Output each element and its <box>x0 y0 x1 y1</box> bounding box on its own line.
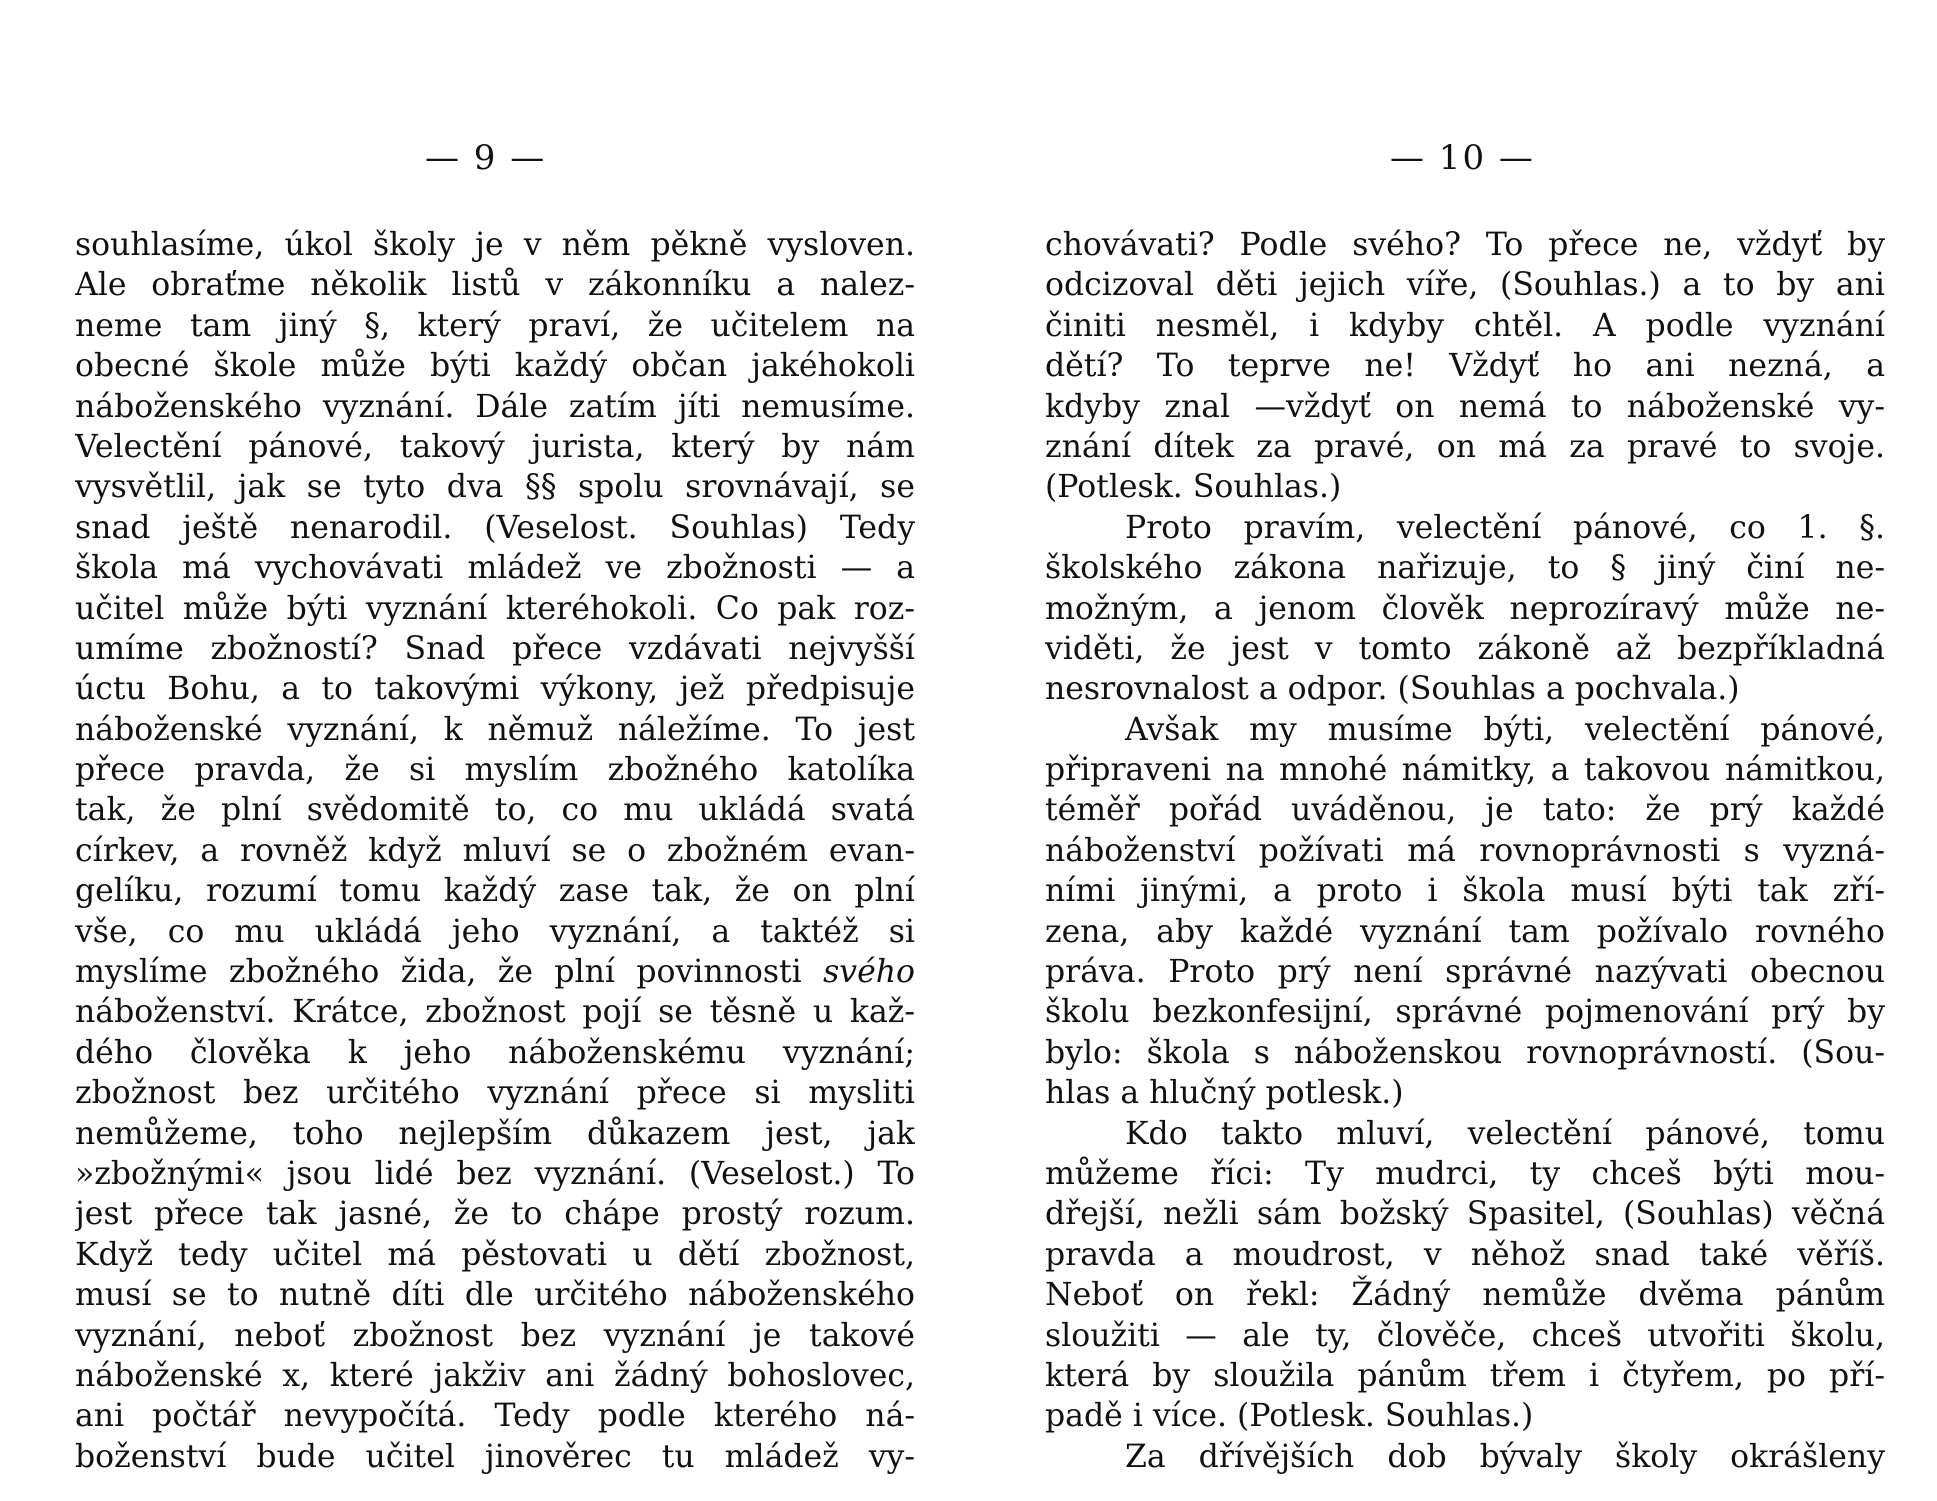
line-text: gelíku, rozumí tomu každý zase tak, že on plní <box>75 873 915 910</box>
text-line <box>75 1275 915 1315</box>
line-text: obecné škole může býti každý občan jakéhokoli <box>75 348 915 385</box>
text-line <box>75 831 915 871</box>
text-line <box>75 669 915 709</box>
line-text: chovávati? Podle svého? To přece ne, vždyť by <box>1045 227 1885 263</box>
text-line <box>1045 548 1885 588</box>
line-text: Avšak my musíme býti, velectění pánové, <box>1125 711 1885 748</box>
text-line <box>75 387 915 427</box>
line-text: zbožnost bez určitého vyznání přece si mysliti <box>75 1075 915 1112</box>
line-text: padě i více. (Potlesk. Souhlas.) <box>1045 1398 1534 1435</box>
line-text: bylo: škola s náboženskou rovnoprávností. (Sou- <box>1045 1034 1885 1071</box>
right-text-block <box>1045 225 1885 1477</box>
text-line <box>1045 1396 1885 1436</box>
text-line <box>1045 831 1885 871</box>
text-line <box>75 790 915 830</box>
line-text: Proto pravím, velectění pánové, co 1. §. <box>1125 509 1885 546</box>
line-text: náboženství požívati má rovnoprávnosti s vyzná- <box>1045 832 1885 869</box>
line-text: musí se to nutně díti dle určitého náboženského <box>75 1277 915 1314</box>
text-line <box>75 225 915 265</box>
text-line <box>1045 992 1885 1032</box>
line-text: znání dítek za pravé, on má za pravé to svoje. <box>1045 428 1885 465</box>
text-line <box>1045 790 1885 830</box>
page-number: — 10 — <box>1390 138 1535 178</box>
text-line <box>75 1437 915 1477</box>
line-text: ani počtář nevypočítá. Tedy podle kterého ná- <box>75 1398 915 1435</box>
text-line <box>1045 952 1885 992</box>
text-line <box>75 427 915 467</box>
text-line <box>75 346 915 386</box>
text-line <box>1045 750 1885 790</box>
text-line <box>75 589 915 629</box>
text-line <box>1045 265 1885 305</box>
text-line <box>1045 1316 1885 1356</box>
line-text: práva. Proto prý není správné nazývati obecnou <box>1045 954 1885 991</box>
line-text: vše, co mu ukládá jeho vyznání, a taktéž si <box>75 913 915 950</box>
line-text: náboženského vyznání. Dále zatím jíti nemusíme. <box>75 388 915 425</box>
text-line <box>75 1114 915 1154</box>
line-text: boženství bude učitel jinověrec tu mládež vy- <box>75 1438 915 1475</box>
text-line <box>1045 467 1885 507</box>
text-line <box>1045 629 1885 669</box>
line-text: činiti nesměl, i kdyby chtěl. A podle vyznání <box>1045 307 1885 344</box>
line-text: můžeme říci: Ty mudrci, ty chceš býti mou- <box>1045 1155 1885 1192</box>
text-line <box>75 1235 915 1275</box>
line-text: Když tedy učitel má pěstovati u dětí zbožnost, <box>75 1236 915 1273</box>
text-line <box>1045 1194 1885 1234</box>
line-text: církev, a rovněž když mluví se o zbožném evan- <box>75 832 915 869</box>
line-text: Neboť on řekl: Žádný nemůže dvěma pánům <box>1045 1277 1885 1314</box>
text-line <box>1045 1154 1885 1194</box>
line-text: viděti, že jest v tomto zákoně až bezpříkladná <box>1045 630 1885 667</box>
text-line <box>1045 1114 1885 1154</box>
line-text: (Potlesk. Souhlas.) <box>1045 469 1342 506</box>
line-text: tak, že plní svědomitě to, co mu ukládá svatá <box>75 792 915 829</box>
text-line <box>1045 346 1885 386</box>
line-text: náboženství. Krátce, zbožnost pojí se těsně u kaž- <box>75 994 915 1031</box>
text-line <box>1045 1275 1885 1315</box>
text-line <box>1045 1437 1885 1477</box>
text-line <box>1045 912 1885 952</box>
line-text: dřejší, nežli sám božský Spasitel, (Souhlas) věčná <box>1045 1196 1885 1233</box>
line-text: úctu Bohu, a to takovými výkony, jež předpisuje <box>75 671 915 708</box>
text-line <box>75 912 915 952</box>
line-text: náboženské x, které jakživ ani žádný bohoslovec, <box>75 1357 915 1394</box>
line-text: umíme zbožností? Snad přece vzdávati nejvyšší <box>75 630 915 667</box>
text-line <box>75 508 915 548</box>
line-text: Ale obraťme několik listů v zákonníku a nalez- <box>75 267 915 304</box>
line-text: dého člověka k jeho náboženskému vyznání; <box>75 1034 915 1071</box>
line-text: vysvětlil, jak se tyto dva §§ spolu srovnávají, se <box>75 469 915 506</box>
text-line <box>75 750 915 790</box>
line-text: možným, a jenom člověk neprozíravý může ne- <box>1045 590 1885 627</box>
text-line <box>1045 871 1885 911</box>
text-line <box>75 1356 915 1396</box>
line-text: škola má vychovávati mládež ve zbožnosti — a <box>75 550 915 587</box>
line-text: vyznání, neboť zbožnost bez vyznání je takové <box>75 1317 915 1354</box>
text-line <box>75 871 915 911</box>
text-line <box>75 306 915 346</box>
text-line <box>75 1194 915 1234</box>
line-text: Velectění pánové, takový jurista, který by nám <box>75 428 915 465</box>
text-line <box>75 710 915 750</box>
text-line <box>75 467 915 507</box>
line-text: učitel může býti vyznání kteréhokoli. Co pak roz- <box>75 590 915 627</box>
line-text: pravda a moudrost, v něhož snad také věříš. <box>1045 1236 1885 1273</box>
line-text: přece pravda, že si myslím zbožného katolíka <box>75 752 915 789</box>
text-line <box>1045 387 1885 427</box>
line-text: sloužiti — ale ty, člověče, chceš utvořiti školu, <box>1045 1317 1885 1354</box>
line-text: »zbožnými« jsou lidé bez vyznání. (Veselost.) To <box>75 1155 915 1192</box>
text-line <box>75 265 915 305</box>
text-line <box>75 1316 915 1356</box>
text-line <box>75 1154 915 1194</box>
line-text: připraveni na mnohé námitky, a takovou námitkou, <box>1045 752 1885 789</box>
page-number: — 9 — <box>425 138 547 178</box>
line-text: odcizoval děti jejich víře, (Souhlas.) a to by ani <box>1045 267 1885 304</box>
text-line <box>1045 427 1885 467</box>
text-line <box>1045 508 1885 548</box>
line-text: neme tam jiný §, který praví, že učitelem na <box>75 307 915 344</box>
text-line <box>75 992 915 1032</box>
text-line <box>1045 669 1885 709</box>
line-text: jest přece tak jasné, že to chápe prostý rozum. <box>75 1196 915 1233</box>
text-line <box>75 1033 915 1073</box>
text-line <box>1045 1033 1885 1073</box>
line-text: která by sloužila pánům třem i čtyřem, po pří- <box>1045 1357 1885 1394</box>
line-text: dětí? To teprve ne! Vždyť ho ani nezná, a <box>1045 348 1885 385</box>
line-text: myslíme zbožného žida, že plní povinnosti <box>75 954 802 991</box>
text-line <box>75 548 915 588</box>
text-line <box>75 952 915 992</box>
line-text: Kdo takto mluví, velectění pánové, tomu <box>1125 1115 1885 1152</box>
line-text: školu bezkonfesijní, správné pojmenování prý by <box>1045 994 1885 1031</box>
text-line <box>75 1396 915 1436</box>
line-text: náboženské vyznání, k němuž náležíme. To jest <box>75 711 915 748</box>
text-line <box>1045 710 1885 750</box>
line-text: hlas a hlučný potlesk.) <box>1045 1075 1404 1112</box>
line-text: zena, aby každé vyznání tam požívalo rovného <box>1045 913 1885 950</box>
line-text: Za dřívějších dob bývaly školy okrášleny <box>1125 1438 1885 1475</box>
line-text: školského zákona nařizuje, to § jiný činí ne- <box>1045 550 1885 587</box>
left-text-block <box>75 225 915 1477</box>
text-line <box>1045 1235 1885 1275</box>
text-line <box>1045 1356 1885 1396</box>
line-text: snad ještě nenarodil. (Veselost. Souhlas) Tedy <box>75 509 915 546</box>
text-line <box>75 629 915 669</box>
text-line <box>75 1073 915 1113</box>
text-line <box>1045 306 1885 346</box>
text-line <box>1045 225 1885 265</box>
text-line <box>1045 1073 1885 1113</box>
line-text: ními jinými, a proto i škola musí býti tak zří- <box>1045 873 1885 910</box>
italic-word: svého <box>823 954 915 991</box>
line-text: kdyby znal —vždyť on nemá to náboženské vy- <box>1045 388 1885 425</box>
line-text: nemůžeme, toho nejlepším důkazem jest, jak <box>75 1115 915 1152</box>
line-text: téměř pořád uváděnou, je tato: že prý každé <box>1045 792 1885 829</box>
line-text: souhlasíme, úkol školy je v něm pěkně vysloven. <box>75 227 915 263</box>
text-line <box>1045 589 1885 629</box>
line-text: nesrovnalost a odpor. (Souhlas a pochvala.) <box>1045 671 1740 708</box>
